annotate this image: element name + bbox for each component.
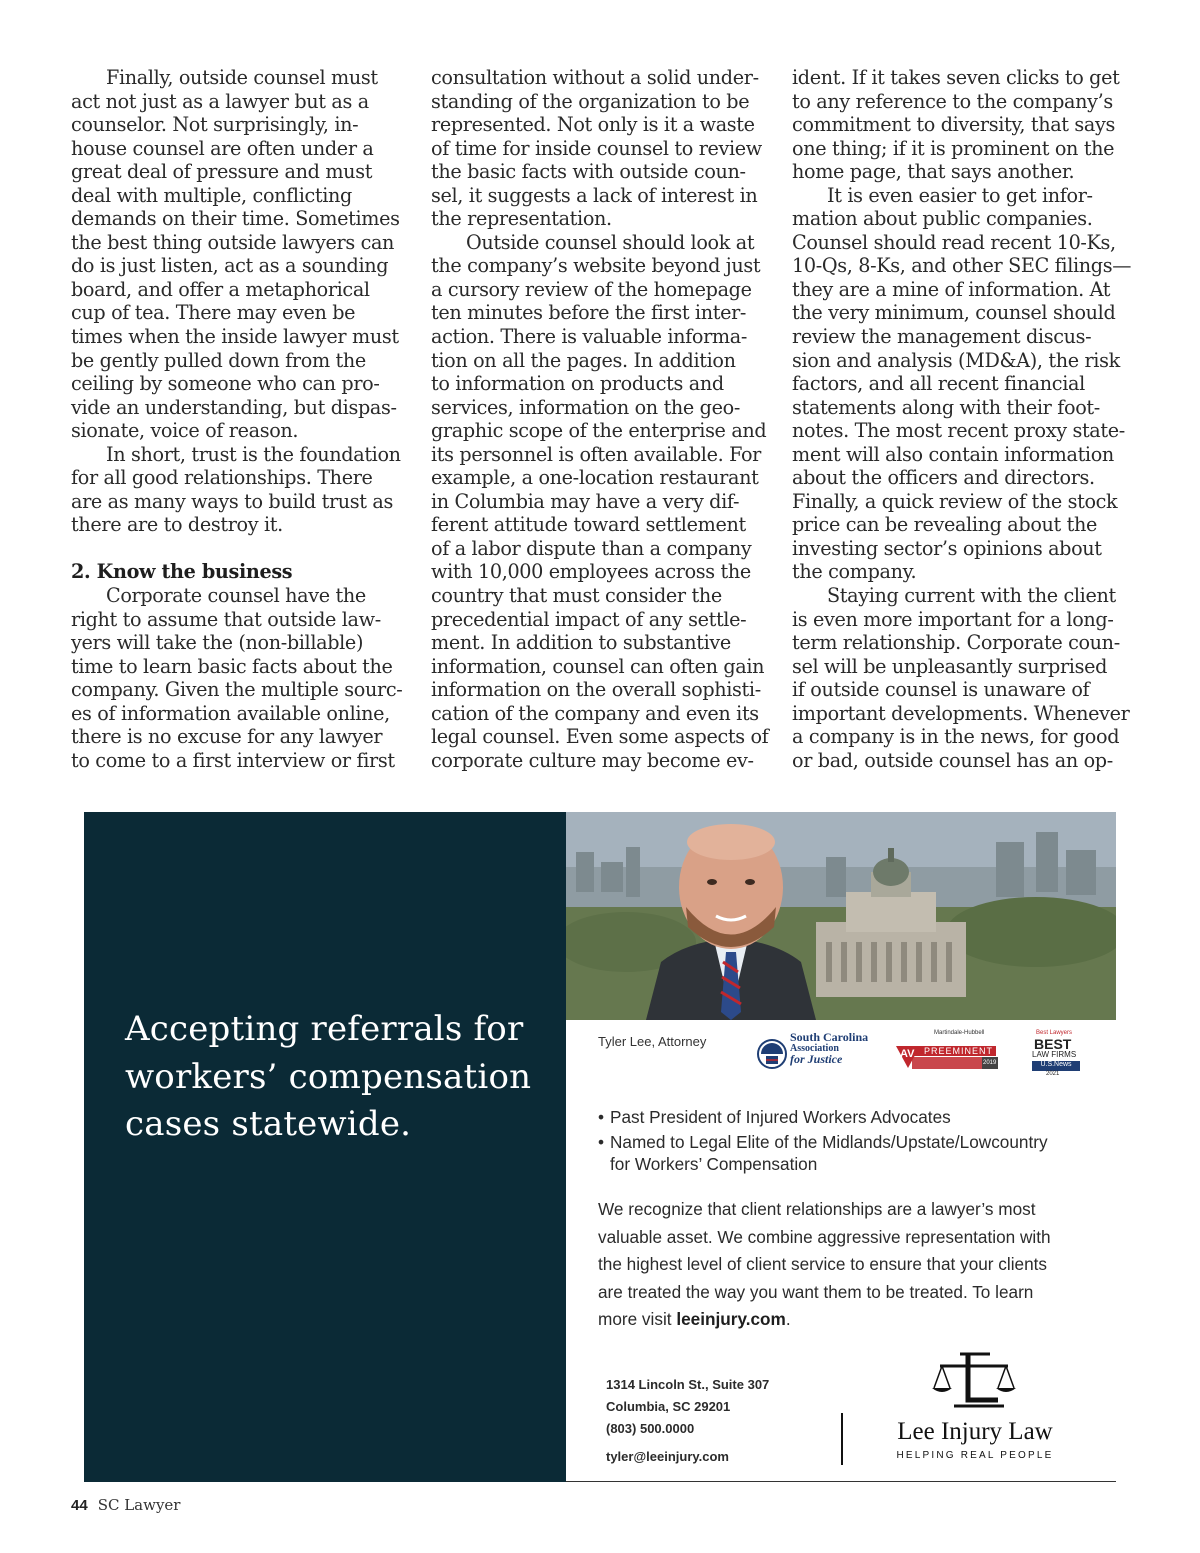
ad-blurb bbox=[598, 1196, 1098, 1334]
address-line-2: Columbia, SC 29201 bbox=[606, 1399, 731, 1414]
article-line: graphic scope of the enterprise and bbox=[431, 419, 767, 443]
ad-headline bbox=[125, 1006, 555, 1149]
article-line: right to assume that outside law- bbox=[71, 607, 381, 631]
article-line: represented. Not only is it a waste bbox=[431, 113, 755, 137]
article-line: important developments. Whenever bbox=[792, 701, 1130, 725]
article-line: about the officers and directors. bbox=[792, 466, 1095, 490]
article-line: es of information available online, bbox=[71, 701, 390, 725]
article-line: services, information on the geo- bbox=[431, 395, 740, 419]
page-footer bbox=[71, 1496, 180, 1514]
article-line: precedential impact of any settle- bbox=[431, 607, 747, 631]
article-line: to come to a first interview or first bbox=[71, 748, 395, 772]
divider bbox=[566, 1481, 1116, 1482]
article-line: mation about public companies. bbox=[792, 207, 1093, 231]
article-line: Finally, a quick review of the stock bbox=[792, 489, 1118, 513]
article-line: legal counsel. Even some aspects of bbox=[431, 725, 769, 749]
article-line: Corporate counsel have the bbox=[106, 584, 366, 608]
article-line: action. There is valuable informa- bbox=[431, 325, 747, 349]
blurb-line: valuable asset. We combine aggressive representation with bbox=[598, 1226, 1051, 1247]
article-column-1 bbox=[71, 66, 411, 772]
article-line: the company’s website beyond just bbox=[431, 254, 761, 278]
firm-name: Lee Injury Law bbox=[897, 1418, 1053, 1445]
article-line: tion on all the pages. In addition bbox=[431, 348, 736, 372]
article-line: cup of tea. There may even be bbox=[71, 301, 356, 325]
article-line: house counsel are often under a bbox=[71, 136, 374, 160]
article-line: information on the overall sophisti- bbox=[431, 678, 761, 702]
firm-logo bbox=[880, 1348, 1070, 1468]
section-heading: 2. Know the business bbox=[71, 560, 293, 584]
article-line: a cursory review of the homepage bbox=[431, 277, 752, 301]
article-line: yers will take the (non-billable) bbox=[71, 631, 364, 655]
attorney-photo bbox=[566, 812, 1116, 1020]
ad-headline-line: workers’ compensation bbox=[125, 1056, 532, 1097]
article-line: notes. The most recent proxy state- bbox=[792, 419, 1125, 443]
article-line: investing sector’s opinions about bbox=[792, 536, 1102, 560]
article-line: ment. In addition to substantive bbox=[431, 631, 731, 655]
article-line: statements along with their foot- bbox=[792, 395, 1100, 419]
article-line: sion and analysis (MD&A), the risk bbox=[792, 348, 1120, 372]
phone-number: (803) 500.0000 bbox=[606, 1421, 695, 1436]
article-line: ident. If it takes seven clicks to get bbox=[792, 66, 1120, 89]
article-line: term relationship. Corporate coun- bbox=[792, 631, 1120, 655]
article-line: for all good relationships. There bbox=[71, 466, 373, 490]
article-line: the representation. bbox=[431, 207, 612, 231]
article-line: country that must consider the bbox=[431, 584, 722, 608]
scaj-badge bbox=[756, 1030, 868, 1078]
best-news: U.S.News bbox=[1032, 1061, 1080, 1071]
article-line: act not just as a lawyer but as a bbox=[71, 89, 369, 113]
blurb-line: the highest level of client service to ensure that your clients bbox=[598, 1254, 1048, 1274]
article-line: Staying current with the client bbox=[827, 584, 1116, 608]
blurb-text: . bbox=[785, 1309, 791, 1329]
article-line: 10-Qs, 8-Ks, and other SEC filings— bbox=[792, 254, 1132, 278]
blurb-text: more visit bbox=[598, 1309, 677, 1329]
article-line: or bad, outside counsel has an op- bbox=[792, 748, 1113, 772]
article-line: In short, trust is the foundation bbox=[106, 442, 401, 466]
article-column-3 bbox=[792, 66, 1132, 772]
blurb-line bbox=[598, 1306, 1098, 1334]
article-line: Finally, outside counsel must bbox=[106, 66, 378, 89]
article-line: vide an understanding, but dispas- bbox=[71, 395, 397, 419]
ad-headline-line: Accepting referrals for bbox=[125, 1009, 524, 1049]
article-line: one thing; if it is prominent on the bbox=[792, 136, 1115, 160]
article-line: to any reference to the company’s bbox=[792, 89, 1113, 113]
article-line: in Columbia may have a very dif- bbox=[431, 489, 740, 513]
article-line: company. Given the multiple sourc- bbox=[71, 678, 403, 702]
article-line: do is just listen, act as a sounding bbox=[71, 254, 389, 278]
article-line: of a labor dispute than a company bbox=[431, 536, 752, 560]
article-column-2 bbox=[431, 66, 771, 772]
article-line: the basic facts with outside coun- bbox=[431, 160, 746, 184]
article-line: deal with multiple, conflicting bbox=[71, 183, 352, 207]
article-line: there are to destroy it. bbox=[71, 513, 283, 537]
bullet-icon: • bbox=[598, 1132, 605, 1152]
scales-of-justice-icon bbox=[880, 1348, 1070, 1418]
email-link[interactable]: tyler@leeinjury.com bbox=[606, 1449, 729, 1464]
article-line: cation of the company and even its bbox=[431, 701, 759, 725]
list-item-text: Past President of Injured Workers Advocates bbox=[610, 1107, 951, 1127]
article-line: home page, that says another. bbox=[792, 160, 1075, 184]
article-line: be gently pulled down from the bbox=[71, 348, 366, 372]
address-line-1: 1314 Lincoln St., Suite 307 bbox=[606, 1377, 770, 1392]
article-line: corporate culture may become ev- bbox=[431, 748, 754, 772]
article-line: times when the inside lawyer must bbox=[71, 325, 399, 349]
list-item-text: Named to Legal Elite of the Midlands/Upstate/Lowcountry bbox=[610, 1132, 1048, 1152]
article-line: It is even easier to get infor- bbox=[827, 183, 1093, 207]
publication-name: SC Lawyer bbox=[97, 1496, 181, 1514]
best-sub: LAW FIRMS bbox=[1032, 1050, 1077, 1059]
article-line: factors, and all recent financial bbox=[792, 372, 1085, 396]
article-line: example, a one-location restaurant bbox=[431, 466, 759, 490]
av-year: 2019 bbox=[983, 1060, 997, 1066]
article-line: ment will also contain information bbox=[792, 442, 1114, 466]
article-line: the very minimum, counsel should bbox=[792, 301, 1116, 325]
article-line: great deal of pressure and must bbox=[71, 160, 373, 184]
article-line bbox=[71, 537, 411, 561]
article-line: sel will be unpleasantly surprised bbox=[792, 654, 1108, 678]
article-line: consultation without a solid under- bbox=[431, 66, 759, 89]
list-item bbox=[598, 1131, 1098, 1175]
credentials-list bbox=[598, 1106, 1098, 1178]
article-line: ferent attitude toward settlement bbox=[431, 513, 746, 537]
article-line: with 10,000 employees across the bbox=[431, 560, 751, 584]
photo-caption: Tyler Lee, Attorney bbox=[598, 1034, 707, 1049]
best-year: 2021 bbox=[1046, 1071, 1060, 1077]
blurb-line: We recognize that client relationships are a lawyer’s most bbox=[598, 1199, 1036, 1219]
blurb-line: are treated the way you want them to be treated. To learn bbox=[598, 1281, 1034, 1302]
article-line: Counsel should read recent 10-Ks, bbox=[792, 230, 1116, 254]
page-number: 44 bbox=[71, 1497, 88, 1514]
article-line: there is no excuse for any lawyer bbox=[71, 725, 383, 749]
article-line: ceiling by someone who can pro- bbox=[71, 372, 380, 396]
divider bbox=[841, 1413, 843, 1465]
best-main: BEST bbox=[1034, 1036, 1072, 1052]
award-badges bbox=[756, 1030, 1086, 1080]
article-line: are as many ways to build trust as bbox=[71, 489, 393, 513]
scaj-line: for Justice bbox=[790, 1052, 843, 1066]
article-line: Outside counsel should look at bbox=[466, 230, 755, 254]
av-letters: AV bbox=[900, 1048, 915, 1060]
article-line: is even more important for a long- bbox=[792, 607, 1114, 631]
best-law-firms-badge bbox=[1030, 1030, 1084, 1080]
article-line: if outside counsel is unaware of bbox=[792, 678, 1090, 702]
article-line: sel, it suggests a lack of interest in bbox=[431, 183, 758, 207]
article-line: review the management discus- bbox=[792, 325, 1092, 349]
av-main: PREEMINENT bbox=[924, 1046, 994, 1056]
article-line: of time for inside counsel to review bbox=[431, 136, 762, 160]
article-line: commitment to diversity, that says bbox=[792, 113, 1115, 137]
article-line: counselor. Not surprisingly, in- bbox=[71, 113, 359, 137]
bullet-icon: • bbox=[598, 1107, 605, 1127]
article-line: the company. bbox=[792, 560, 917, 584]
article-line: a company is in the news, for good bbox=[792, 725, 1120, 749]
article-line: board, and offer a metaphorical bbox=[71, 277, 370, 301]
best-top: Best Lawyers bbox=[1036, 1030, 1073, 1036]
list-item bbox=[598, 1106, 1098, 1128]
av-preeminent-badge bbox=[894, 1030, 998, 1076]
contact-info bbox=[606, 1374, 769, 1468]
article-line: sionate, voice of reason. bbox=[71, 419, 299, 443]
website-link[interactable]: leeinjury.com bbox=[676, 1309, 786, 1329]
av-top: Martindale-Hubbell bbox=[934, 1030, 985, 1036]
scaj-line: South Carolina bbox=[790, 1030, 869, 1044]
article-line: price can be revealing about the bbox=[792, 513, 1098, 537]
ad-headline-line: cases statewide. bbox=[125, 1104, 412, 1144]
article-line: its personnel is often available. For bbox=[431, 442, 762, 466]
article-line: to information on products and bbox=[431, 372, 724, 396]
scaj-line: Association bbox=[790, 1043, 839, 1054]
firm-tagline: HELPING REAL PEOPLE bbox=[896, 1450, 1054, 1461]
article-line: ten minutes before the first inter- bbox=[431, 301, 747, 325]
article-line: standing of the organization to be bbox=[431, 89, 750, 113]
list-item-text: for Workers’ Compensation bbox=[610, 1154, 818, 1174]
article-line: time to learn basic facts about the bbox=[71, 654, 393, 678]
article-line: the best thing outside lawyers can bbox=[71, 230, 395, 254]
article-line: demands on their time. Sometimes bbox=[71, 207, 400, 231]
article-line: information, counsel can often gain bbox=[431, 654, 765, 678]
article-line: they are a mine of information. At bbox=[792, 277, 1111, 301]
